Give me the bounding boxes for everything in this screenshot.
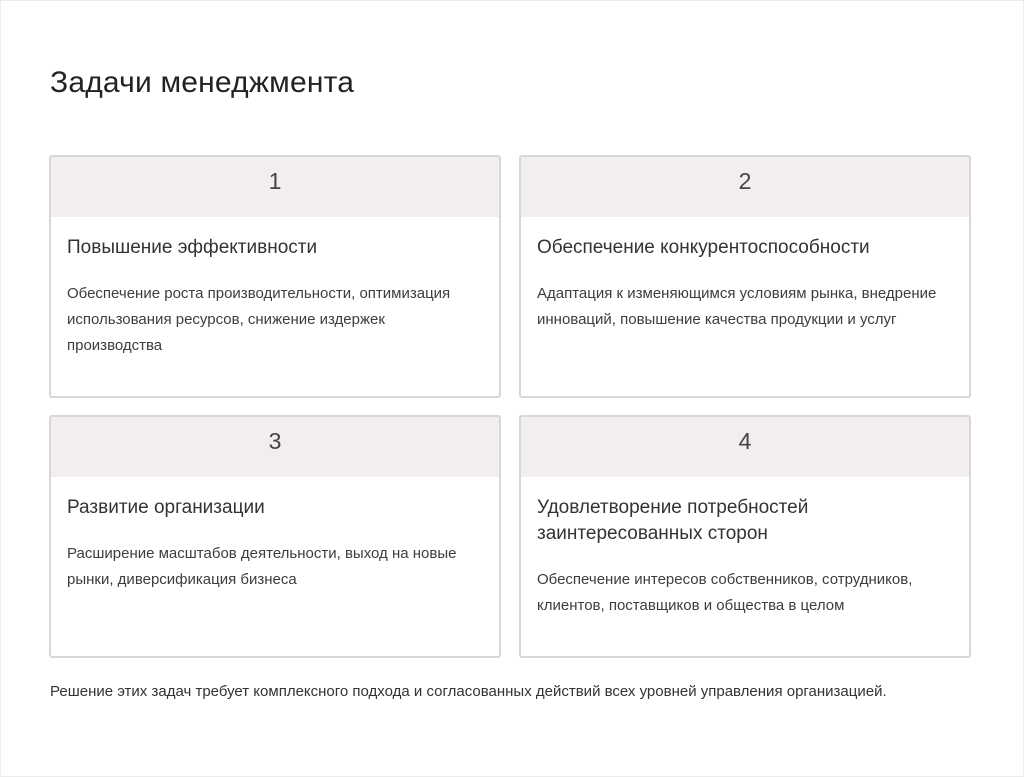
page-title: Задачи менеджмента <box>50 66 355 99</box>
card-body <box>51 477 499 593</box>
card-description: Обеспечение интересов собственников, сотрудников, клиентов, поставщиков и общества в целом <box>537 571 913 614</box>
card-body <box>521 477 969 619</box>
card-description: Обеспечение роста производительности, оптимизация использования ресурсов, снижение издержек производства <box>67 285 451 354</box>
card-body <box>51 217 499 359</box>
card-header <box>51 157 499 217</box>
card-title: Развитие организации <box>67 497 265 518</box>
task-card-1 <box>49 155 501 398</box>
card-number: 4 <box>738 427 752 454</box>
card-title: Удовлетворение потребностей заинтересованных сторон <box>537 497 809 544</box>
card-title: Обеспечение конкурентоспособности <box>537 237 870 258</box>
card-header <box>521 157 969 217</box>
card-description: Адаптация к изменяющимся условиям рынка, внедрение инноваций, повышение качества продукции и услуг <box>537 285 937 328</box>
task-card-2 <box>519 155 971 398</box>
card-number: 3 <box>268 427 282 454</box>
card-header <box>51 417 499 477</box>
card-description: Расширение масштабов деятельности, выход на новые рынки, диверсификация бизнеса <box>67 545 457 588</box>
footer-note: Решение этих задач требует комплексного подхода и согласованных действий всех уровней управления организацией. <box>50 683 887 700</box>
task-card-3 <box>49 415 501 658</box>
card-header <box>521 417 969 477</box>
card-title: Повышение эффективности <box>67 237 318 258</box>
card-number: 2 <box>738 167 752 194</box>
task-card-4 <box>519 415 971 658</box>
card-number: 1 <box>268 167 282 194</box>
card-body <box>521 217 969 333</box>
